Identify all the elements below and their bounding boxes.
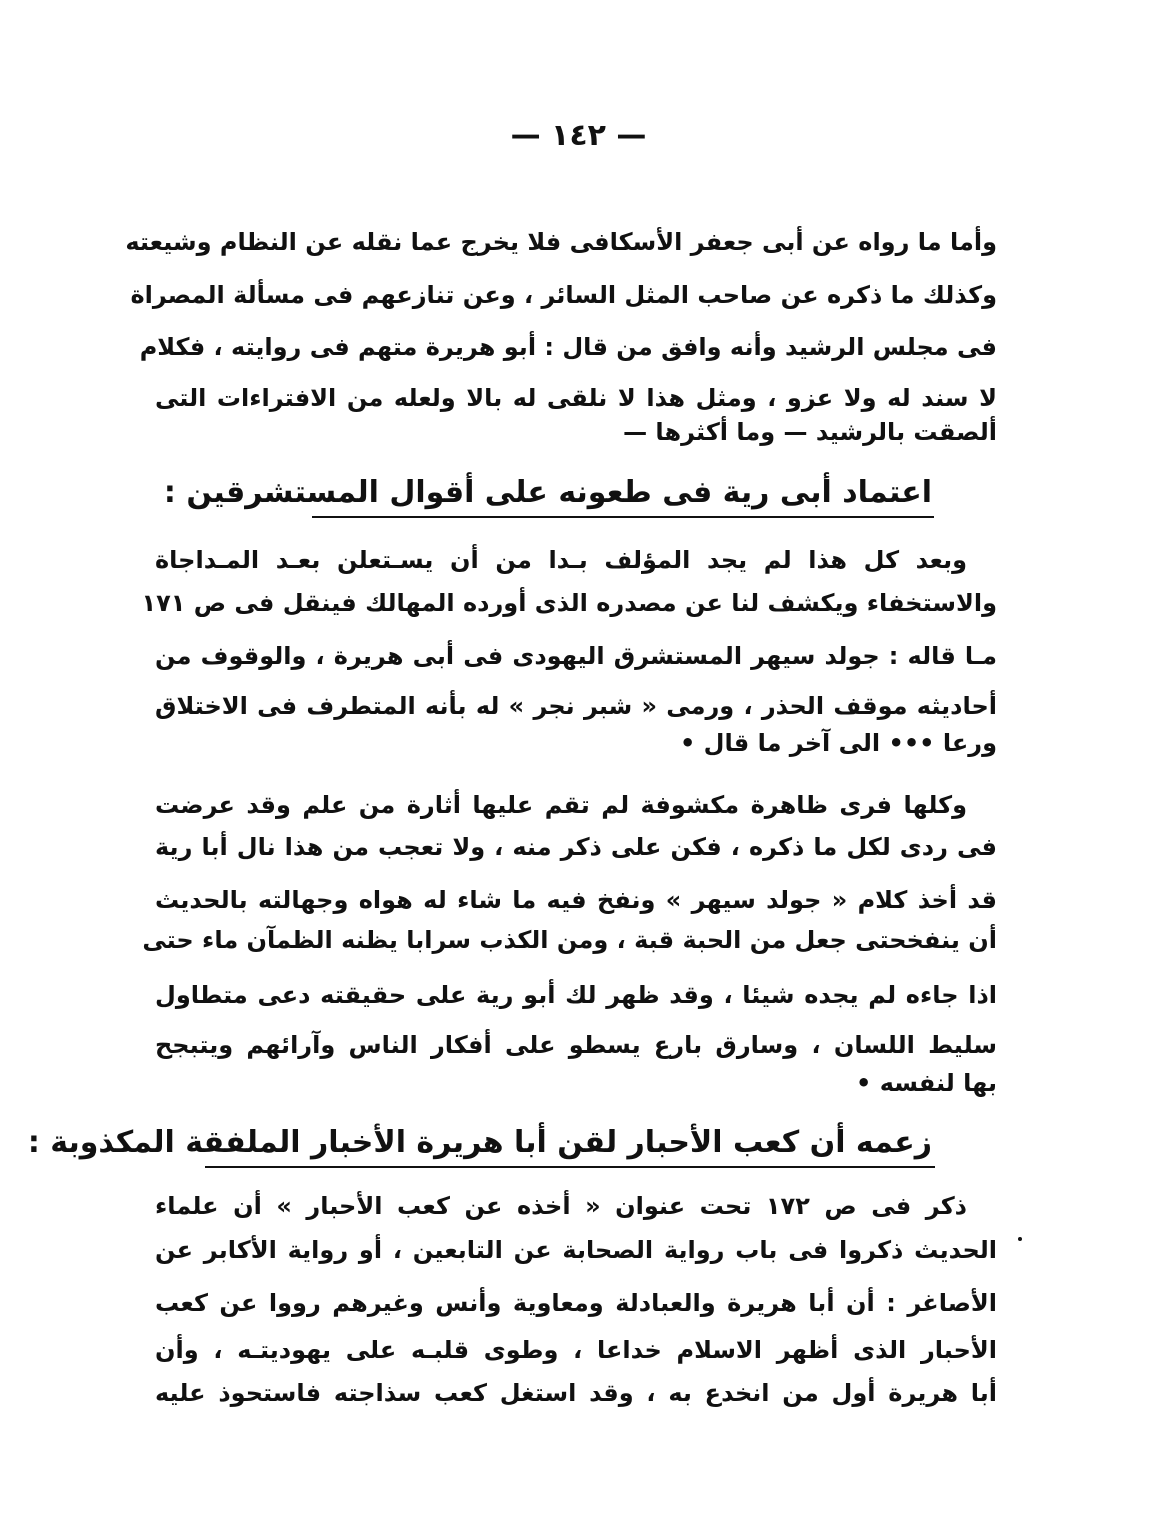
- text-line: قد أخذ كلام « جولد سيهر » ونفخ فيه ما شاء له هواه وجهالته بالحديث: [155, 886, 997, 914]
- text-line: وبعد كل هذا لم يجد المؤلف بـدا من أن يسـتعلن بعـد المـداجاة: [155, 546, 967, 574]
- text-line: وأما ما رواه عن أبى جعفر الأسكافى فلا يخرج عما نقله عن النظام وشيعته: [125, 228, 997, 256]
- text-line: لا سند له ولا عزو ، ومثل هذا لا نلقى له بالا ولعله من الافتراءات التى: [155, 384, 997, 412]
- scan-speck: [1018, 1237, 1022, 1241]
- text-line: فى مجلس الرشيد وأنه وافق من قال : أبو هريرة متهم فى روايته ، فكلام: [139, 333, 997, 361]
- text-line: ألصقت بالرشيد — وما أكثرها —: [623, 418, 997, 446]
- text-line: الحديث ذكروا فى باب رواية الصحابة عن التابعين ، أو رواية الأكابر عن: [155, 1236, 997, 1264]
- text-line: بها لنفسه •: [856, 1069, 997, 1097]
- text-line: أبا هريرة أول من انخدع به ، وقد استغل كعب سذاجته فاستحوذ عليه: [155, 1379, 997, 1407]
- page-number: — ١٤٢ —: [510, 118, 647, 153]
- text-line: أحاديثه موقف الحذر ، ورمى « شبر نجر » له بأنه المتطرف فى الاختلاق: [155, 692, 997, 720]
- text-line: والاستخفاء ويكشف لنا عن مصدره الذى أورده المهالك فينقل فى ص ١٧١: [141, 589, 997, 617]
- text-line: وكذلك ما ذكره عن صاحب المثل السائر ، وعن تنازعهم فى مسألة المصراة: [130, 281, 997, 309]
- heading-underline: [312, 516, 934, 518]
- text-line: فى ردى لكل ما ذكره ، فكن على ذكر منه ، ولا تعجب من هذا نال أبا رية: [155, 833, 997, 861]
- section-heading: اعتماد أبى رية فى طعونه على أقوال المستشرقين :: [163, 475, 932, 510]
- section-heading: زعمه أن كعب الأحبار لقن أبا هريرة الأخبار الملفقة المكذوبة :: [27, 1125, 932, 1160]
- text-line: سليط اللسان ، وسارق بارع يسطو على أفكار الناس وآرائهم ويتبجح: [155, 1031, 997, 1059]
- heading-underline: [205, 1166, 935, 1168]
- text-line: اذا جاءه لم يجده شيئا ، وقد ظهر لك أبو رية على حقيقته دعى متطاول: [155, 981, 997, 1009]
- text-line: أن ينفخحتى جعل من الحبة قبة ، ومن الكذب سرابا يظنه الظمآن ماء حتى: [142, 926, 997, 954]
- text-line: وكلها فرى ظاهرة مكشوفة لم تقم عليها أثارة من علم وقد عرضت: [155, 791, 967, 819]
- text-line: الأحبار الذى أظهر الاسلام خداعا ، وطوى قلبـه على يهوديتـه ، وأن: [155, 1336, 997, 1364]
- text-line: ورعا ••• الى آخر ما قال •: [679, 729, 997, 757]
- text-line: الأصاغر : أن أبا هريرة والعبادلة ومعاوية وأنس وغيرهم رووا عن كعب: [155, 1289, 997, 1317]
- text-line: مـا قاله : جولد سيهر المستشرق اليهودى فى أبى هريرة ، والوقوف من: [155, 642, 997, 670]
- text-line: ذكر فى ص ١٧٢ تحت عنوان « أخذه عن كعب الأحبار » أن علماء: [155, 1192, 967, 1220]
